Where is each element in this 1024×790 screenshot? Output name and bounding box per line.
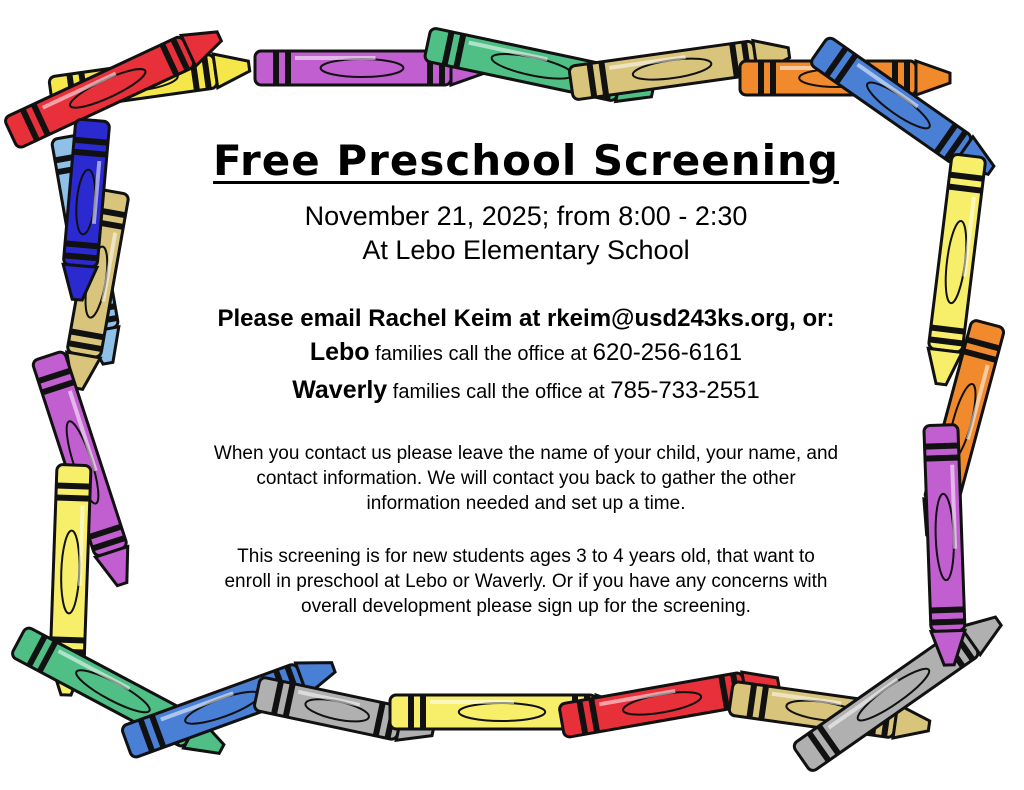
school-name: Waverly — [292, 376, 388, 404]
crayon-icon — [792, 607, 1008, 773]
event-date: November 21, 2025; from 8:00 - 2:30 — [304, 201, 748, 231]
flyer-content — [150, 128, 902, 619]
contact-paragraph-line: information needed and set up a time. — [366, 493, 686, 514]
phone-number: 620-256-6161 — [592, 339, 743, 366]
call-text: families call the office at — [387, 381, 611, 403]
page-title: Free Preschool Screening — [213, 136, 839, 185]
eligibility-paragraph-line: This screening is for new students ages 3 to 4 years old, that want to — [237, 546, 815, 567]
call-text: families call the office at — [369, 343, 593, 365]
eligibility-paragraph-line: enroll in preschool at Lebo or Waverly. Or if you have any concerns with — [224, 571, 828, 592]
call-line-waverly — [150, 373, 902, 411]
phone-number: 785-733-2551 — [610, 377, 760, 404]
call-line-lebo — [150, 335, 902, 373]
email-instruction: Please email Rachel Keim at rkeim@usd243ks.org, or: — [217, 305, 835, 332]
contact-paragraph-line: contact information. We will contact you back to gather the other — [256, 468, 796, 489]
crayon-icon — [10, 626, 229, 764]
event-location: At Lebo Elementary School — [362, 235, 690, 265]
contact-paragraph-line: When you contact us please leave the name of your child, your name, and — [213, 443, 839, 464]
eligibility-paragraph-line: overall development please sign up for the screening. — [301, 596, 751, 617]
school-name: Lebo — [309, 338, 370, 366]
crayon-icon — [924, 424, 966, 665]
